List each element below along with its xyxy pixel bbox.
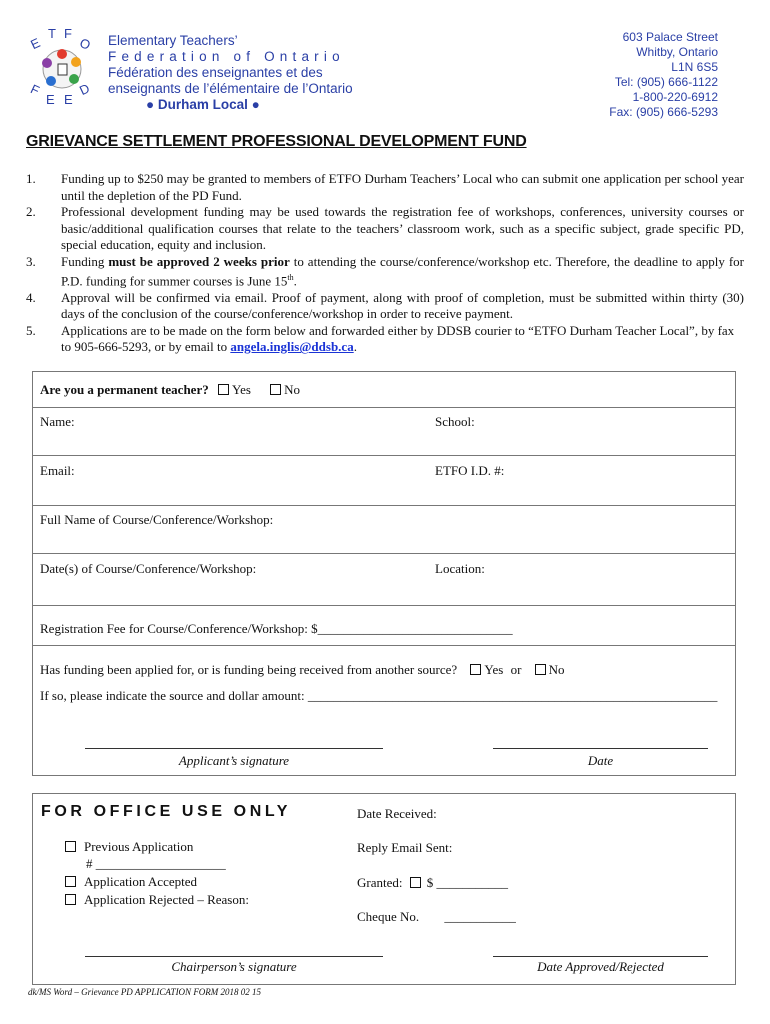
text-fragment: . (293, 273, 297, 289)
rejected-item (65, 892, 249, 908)
date-received-field[interactable]: Date Received: (357, 806, 437, 821)
list-item (26, 254, 744, 290)
course-name-field[interactable]: Full Name of Course/Conference/Workshop: (40, 512, 274, 527)
address-line: 1-800-220-6912 (632, 90, 718, 104)
list-text (61, 254, 744, 290)
funding-no-label: No (548, 662, 565, 677)
list-item (26, 171, 744, 204)
dates-field[interactable]: Date(s) of Course/Conference/Workshop: (40, 561, 257, 576)
date-approved-label: Date Approved/Rejected (537, 959, 664, 974)
address-line: Tel: (905) 666-1122 (614, 75, 718, 89)
chairperson-signature-line[interactable] (85, 956, 383, 957)
text-fragment: Applications are to be made on the form below and forwarded either by DDSB courier to “ETFO Durham Teacher Local”, by fax to 905-666-5293, or by email to (61, 322, 735, 355)
org-line-4: enseignants de l’élémentaire de l’Ontario (108, 81, 353, 96)
permanent-row (33, 372, 735, 408)
source-amount-field[interactable]: If so, please indicate the source and dollar amount: _______________________________________________________________ (40, 688, 718, 703)
address-line: L1N 6S5 (671, 60, 718, 74)
list-text: Funding up to $250 may be granted to members of ETFO Durham Teachers’ Local who can submit one application per school year until the depletion of the PD Fund. (61, 171, 744, 203)
svg-text:F: F (28, 81, 42, 99)
email-link[interactable]: angela.inglis@ddsb.ca (230, 339, 354, 355)
funding-no-checkbox[interactable] (535, 664, 546, 675)
funding-yes-label: Yes (484, 662, 504, 677)
address-line: Whitby, Ontario (636, 45, 718, 59)
list-text: Approval will be confirmed via email. Proof of payment, along with proof of completion, must be submitted within thirty (30) days of the conclusion of the course/conference/workshop in order to receive payment. (61, 289, 744, 322)
school-field[interactable]: School: (435, 414, 475, 429)
list-item (26, 204, 744, 254)
document-title: GRIEVANCE SETTLEMENT PROFESSIONAL DEVELOPMENT FUND (26, 133, 527, 150)
list-item (26, 290, 744, 323)
yes-label: Yes (231, 382, 251, 397)
list-number: 5. (26, 322, 36, 338)
no-checkbox[interactable] (270, 384, 281, 395)
registration-fee-field[interactable]: Registration Fee for Course/Conference/Workshop: $______________________________ (40, 621, 513, 636)
contact-address (609, 30, 718, 120)
location-field[interactable]: Location: (435, 561, 485, 576)
svg-text:F: F (64, 28, 72, 41)
text-fragment: Funding (61, 253, 109, 269)
applicant-signature-line[interactable] (85, 748, 383, 749)
text-fragment: to attending the course/conference/workshop etc. Therefore, the deadline to apply for P.D. funding for summer courses is June 15 (61, 253, 745, 289)
superscript: th (287, 273, 294, 282)
or-label: or (510, 662, 522, 677)
course-row (33, 506, 735, 554)
list-number: 2. (26, 204, 36, 219)
dates-row (33, 554, 735, 606)
svg-text:E: E (28, 34, 43, 53)
email-row (33, 456, 735, 506)
office-use-box (32, 793, 736, 985)
address-line: 603 Palace Street (622, 30, 718, 44)
accepted-checkbox[interactable] (65, 876, 76, 887)
date-approved-line[interactable] (493, 956, 708, 957)
name-row (33, 408, 735, 456)
rejected-checkbox[interactable] (65, 894, 76, 905)
etfo-id-field[interactable]: ETFO I.D. #: (435, 463, 505, 478)
org-line-3: Fédération des enseignantes et des (108, 65, 323, 80)
permanent-question: Are you a permanent teacher? (40, 382, 209, 397)
accepted-label: Application Accepted (84, 874, 197, 889)
fee-row (33, 606, 735, 646)
permanent-question-group (40, 382, 300, 398)
bold-emphasis: must be approved 2 weeks prior (108, 253, 290, 269)
svg-text:E: E (46, 92, 55, 107)
office-use-title: FOR OFFICE USE ONLY (41, 803, 292, 820)
granted-label: Granted: (357, 875, 403, 890)
list-number: 1. (26, 171, 36, 186)
durham-local-label: ● Durham Local ● (146, 97, 260, 112)
list-number: 4. (26, 289, 36, 305)
svg-text:D: D (76, 80, 92, 99)
other-funding-question: Has funding been applied for, or is funding being received from another source? (40, 662, 458, 677)
no-label: No (284, 382, 301, 397)
rules-list (26, 171, 744, 356)
date-line[interactable] (493, 748, 708, 749)
previous-application-label: Previous Application (84, 839, 194, 854)
list-text: Professional development funding may be used towards the registration fee of workshops, conferences, university courses or basic/additional qualification courses that relate to the teachers’ classroom work, such as a specific subject, grade specific PD, special education, equity and inclusion. (61, 204, 744, 252)
chairperson-signature-label: Chairperson’s signature (171, 959, 297, 974)
footer-note: dk/MS Word – Grievance PD APPLICATION FORM 2018 02 15 (28, 987, 262, 997)
yes-checkbox[interactable] (218, 384, 229, 395)
granted-checkbox[interactable] (410, 877, 421, 888)
applicant-signature-label: Applicant’s signature (178, 753, 290, 768)
email-field[interactable]: Email: (40, 463, 75, 478)
svg-text:O: O (77, 35, 93, 53)
list-item (26, 323, 744, 356)
rejected-label: Application Rejected – Reason: (84, 892, 249, 907)
previous-application-checkbox[interactable] (65, 841, 76, 852)
name-field[interactable]: Name: (40, 414, 75, 429)
cheque-label: Cheque No. (357, 909, 420, 924)
organization-name (108, 33, 353, 113)
reply-email-sent-field[interactable]: Reply Email Sent: (357, 840, 453, 855)
granted-amount-field[interactable]: $ ___________ (426, 875, 508, 890)
previous-application-number[interactable]: # ____________________ (86, 856, 226, 871)
svg-text:T: T (48, 28, 56, 41)
application-form (32, 371, 736, 776)
svg-text:E: E (64, 92, 73, 107)
previous-application-item (65, 839, 193, 855)
etfo-feed-logo (26, 28, 98, 108)
text-fragment: . (353, 339, 357, 355)
org-line-2: Federation of Ontario (108, 49, 345, 64)
list-number: 3. (26, 253, 36, 269)
date-label: Date (587, 753, 614, 768)
granted-group (357, 875, 508, 891)
funding-yes-checkbox[interactable] (470, 664, 481, 675)
address-line: Fax: (905) 666-5293 (609, 105, 718, 119)
list-text (61, 323, 744, 356)
cheque-number-field[interactable]: ___________ (444, 909, 516, 924)
cheque-group (357, 909, 516, 925)
other-funding-group (40, 662, 565, 678)
accepted-item (65, 874, 197, 890)
org-line-1: Elementary Teachers’ (108, 33, 238, 48)
